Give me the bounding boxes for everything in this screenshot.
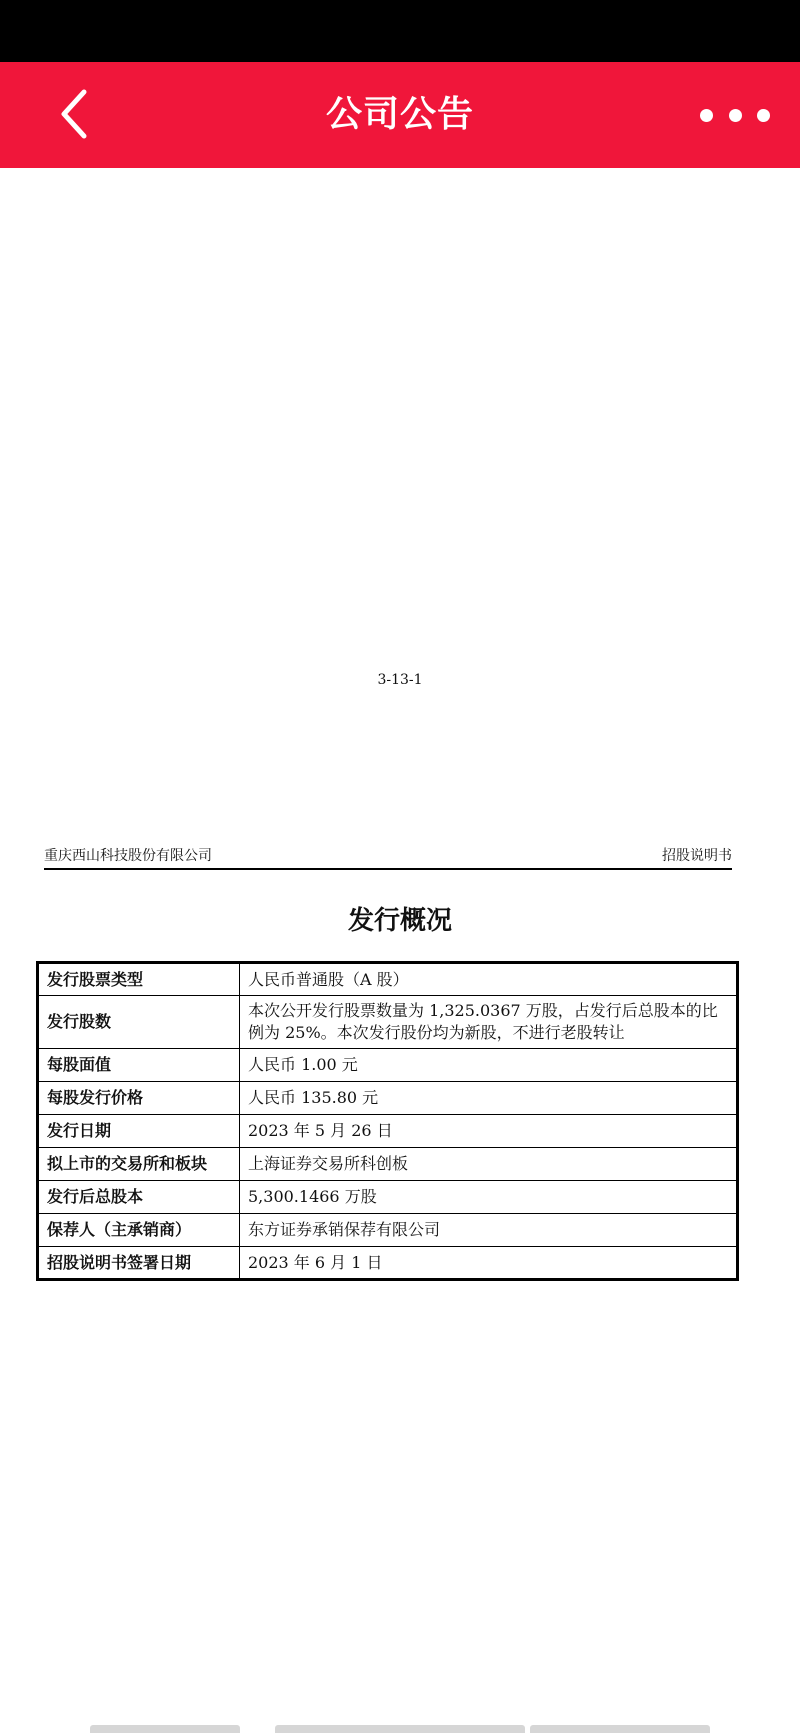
- row-value: 2023 年 6 月 1 日: [240, 1247, 738, 1280]
- row-label: 保荐人（主承销商）: [38, 1214, 240, 1247]
- more-dots-icon: [729, 109, 742, 122]
- app-bar: [0, 62, 800, 168]
- bottom-tab[interactable]: [275, 1725, 525, 1733]
- table-row: [38, 1148, 738, 1181]
- row-value: 人民币普通股（A 股）: [240, 963, 738, 996]
- table-row: [38, 1115, 738, 1148]
- more-dots-icon: [700, 109, 713, 122]
- row-label: 拟上市的交易所和板块: [38, 1148, 240, 1181]
- row-value: 人民币 135.80 元: [240, 1082, 738, 1115]
- table-row: [38, 1247, 738, 1280]
- document-header: [44, 840, 732, 870]
- table-row: [38, 1214, 738, 1247]
- row-value: 人民币 1.00 元: [240, 1049, 738, 1082]
- row-value: 东方证券承销保荐有限公司: [240, 1214, 738, 1247]
- table-row: [38, 996, 738, 1049]
- section-title: 发行概况: [347, 906, 452, 936]
- bottom-tab[interactable]: [530, 1725, 710, 1733]
- row-label: 发行股票类型: [38, 963, 240, 996]
- more-button[interactable]: [700, 95, 770, 135]
- page-number: 3-13-1: [377, 672, 423, 688]
- issuance-table: [36, 961, 739, 1281]
- row-label: 发行日期: [38, 1115, 240, 1148]
- table-row: [38, 1082, 738, 1115]
- row-label: 每股发行价格: [38, 1082, 240, 1115]
- row-label: 发行股数: [38, 996, 240, 1049]
- more-dots-icon: [757, 109, 770, 122]
- row-value: 上海证券交易所科创板: [240, 1148, 738, 1181]
- page-title: 公司公告: [325, 94, 474, 135]
- bottom-tab[interactable]: [90, 1725, 240, 1733]
- row-value: 2023 年 5 月 26 日: [240, 1115, 738, 1148]
- row-value: 5,300.1466 万股: [240, 1181, 738, 1214]
- table-row: [38, 1181, 738, 1214]
- table-row: [38, 1049, 738, 1082]
- row-label: 每股面值: [38, 1049, 240, 1082]
- document-type: 招股说明书: [662, 848, 732, 864]
- row-label: 发行后总股本: [38, 1181, 240, 1214]
- row-value: 本次公开发行股票数量为 1,325.0367 万股，占发行后总股本的比例为 25%。本次发行股份均为新股，不进行老股转让: [240, 996, 738, 1049]
- status-bar: [0, 0, 800, 62]
- row-label: 招股说明书签署日期: [38, 1247, 240, 1280]
- document-viewer[interactable]: [0, 168, 800, 1733]
- company-name: 重庆西山科技股份有限公司: [44, 848, 212, 864]
- table-row: [38, 963, 738, 996]
